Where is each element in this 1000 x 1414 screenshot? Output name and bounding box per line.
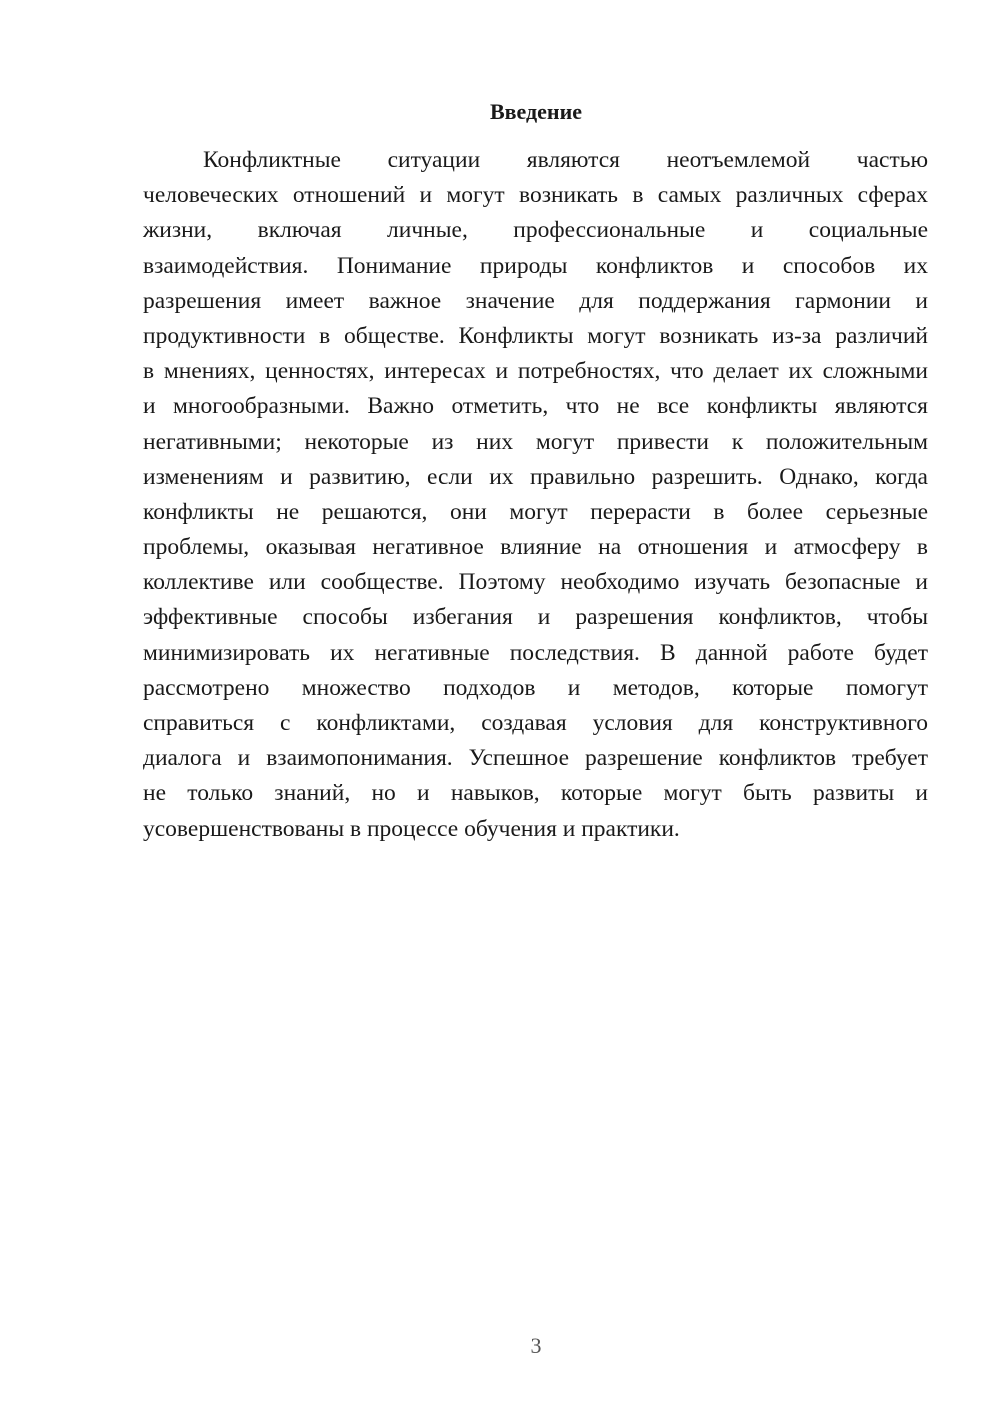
paragraph-line: рассмотрено множество подходов и методов, которые помогут <box>143 674 928 701</box>
paragraph-line: усовершенствованы в процессе обучения и практики. <box>143 815 680 842</box>
paragraph-line: конфликты не решаются, они могут перерасти в более серьезные <box>143 498 928 525</box>
paragraph-line: изменениям и развитию, если их правильно разрешить. Однако, когда <box>143 463 928 490</box>
paragraph-line: продуктивности в обществе. Конфликты могут возникать из-за различий <box>143 322 928 349</box>
paragraph-line: коллективе или сообществе. Поэтому необходимо изучать безопасные и <box>143 569 928 596</box>
body-paragraph <box>143 143 928 847</box>
paragraph-line: Конфликтные ситуации являются неотъемлемой частью <box>203 147 928 173</box>
paragraph-line: диалога и взаимопонимания. Успешное разрешение конфликтов требует <box>143 745 928 772</box>
paragraph-line: и многообразными. Важно отметить, что не все конфликты являются <box>143 393 928 420</box>
paragraph-line: минимизировать их негативные последствия. В данной работе будет <box>143 639 928 666</box>
paragraph-line: проблемы, оказывая негативное влияние на отношения и атмосферу в <box>143 534 928 561</box>
paragraph-line: эффективные способы избегания и разрешения конфликтов, чтобы <box>143 604 928 631</box>
paragraph-line: взаимодействия. Понимание природы конфликтов и способов их <box>143 252 928 279</box>
section-heading: Введение <box>489 99 583 124</box>
paragraph-line: не только знаний, но и навыков, которые могут быть развиты и <box>143 780 928 807</box>
paragraph-line: в мнениях, ценностях, интересах и потребностях, что делает их сложными <box>143 358 928 385</box>
paragraph-line: жизни, включая личные, профессиональные и социальные <box>143 217 928 244</box>
paragraph-line: человеческих отношений и могут возникать в самых различных сферах <box>143 182 928 209</box>
page-number: 3 <box>530 1333 542 1358</box>
paragraph-line: справиться с конфликтами, создавая условия для конструктивного <box>143 710 928 736</box>
paragraph-line: разрешения имеет важное значение для поддержания гармонии и <box>143 287 928 314</box>
paragraph-line: негативными; некоторые из них могут привести к положительным <box>143 428 928 455</box>
